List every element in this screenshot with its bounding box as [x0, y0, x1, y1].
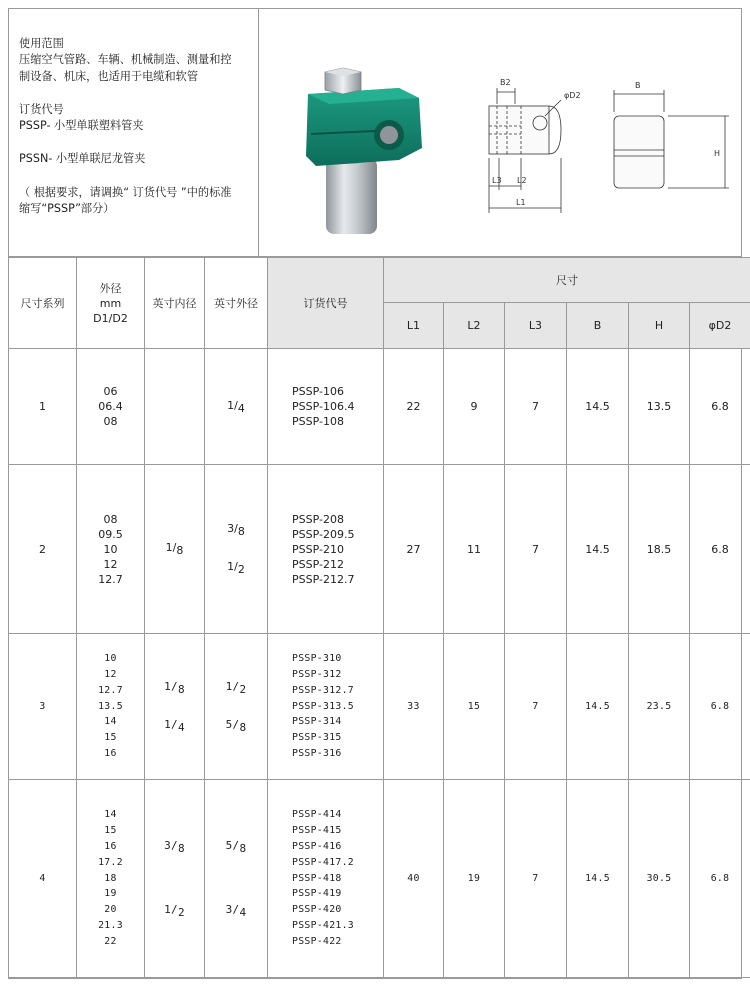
- header-dimensions: 尺寸: [384, 258, 750, 303]
- dim-b-cell: 14.5: [567, 780, 629, 978]
- dim-l1-cell: 33: [384, 634, 444, 780]
- header-inch-id: 英寸内径: [145, 258, 205, 349]
- order-code-cell-item: PSSP-210: [292, 542, 344, 556]
- inch-fraction: $1/_2$: [164, 902, 185, 919]
- table-body: [9, 349, 750, 978]
- dim-h-cell: 13.5: [629, 349, 690, 465]
- spec-table: [8, 257, 750, 978]
- fraction-numerator: 3: [164, 838, 172, 852]
- outer-diameter-cell-item: 08: [103, 512, 118, 526]
- fraction-numerator: 1: [227, 560, 235, 573]
- header-l1: L1: [384, 303, 444, 349]
- fraction-numerator: 3: [227, 522, 235, 535]
- fraction-denominator: 4: [239, 905, 247, 919]
- header-order-code: 订货代号: [268, 258, 384, 349]
- inch-fraction: $1/_2$: [227, 560, 245, 576]
- fraction-numerator: 1: [227, 398, 235, 412]
- fraction-denominator: 8: [177, 841, 185, 855]
- note-line-1: （ 根据要求，请调换“ 订货代号 ”中的标准: [19, 185, 232, 199]
- order-code-cell-item: PSSP-106: [292, 385, 344, 398]
- usage-line-1: 压缩空气管路、车辆、机械制造、测量和控: [19, 53, 232, 67]
- outer-diameter-cell-item: 22: [104, 936, 117, 948]
- order-code-cell-item: PSSP-209.5: [292, 527, 355, 541]
- order-code-cell-item: PSSP-315: [292, 732, 342, 744]
- order-code-cell-item: PSSP-416: [292, 840, 342, 852]
- outer-diameter-cell-item: 12: [103, 557, 118, 571]
- dim-h-cell: 30.5: [629, 780, 690, 978]
- usage-heading: 使用范围: [19, 37, 64, 50]
- usage-info: [8, 8, 259, 257]
- fraction-denominator: 8: [239, 720, 247, 734]
- fraction-denominator: 8: [176, 544, 184, 557]
- fraction-numerator: 1: [165, 541, 173, 554]
- table-row: [9, 634, 750, 780]
- header-series: 尺寸系列: [9, 258, 77, 349]
- fraction-numerator: 1: [164, 902, 172, 916]
- order-code-cell-item: PSSP-212: [292, 557, 344, 571]
- outer-diameter-cell-item: 14: [104, 716, 117, 728]
- fraction-denominator: 8: [239, 841, 247, 855]
- note-line-2: 缩写“PSSP”部分）: [19, 202, 115, 216]
- fraction-denominator: 4: [177, 720, 185, 734]
- header-od-line3: D1/D2: [93, 311, 128, 325]
- inch-id-cell: [145, 780, 205, 978]
- outer-diameter-cell-item: 20: [104, 904, 117, 916]
- dim-d2-cell: 6.8: [690, 634, 750, 780]
- order-code-cell-item: PSSP-414: [292, 808, 342, 820]
- inch-fraction: $1/_8$: [165, 541, 184, 557]
- header-inch-od: 英寸外径: [205, 258, 268, 349]
- order-code-cell: [268, 349, 384, 465]
- order-code-cell-item: PSSP-208: [292, 512, 344, 526]
- inch-id-cell: [145, 465, 205, 634]
- order-code-cell-item: PSSP-415: [292, 824, 342, 836]
- table-row: [9, 780, 750, 978]
- inch-fraction: $1/_4$: [164, 717, 185, 734]
- dim-l1-cell: 27: [384, 465, 444, 634]
- order-code-cell-item: PSSP-422: [292, 936, 342, 948]
- dim-d2-cell: 6.8: [690, 349, 750, 465]
- dim-h-cell: 23.5: [629, 634, 690, 780]
- order-code-cell-item: PSSP-418: [292, 872, 342, 884]
- header-od-line2: mm: [99, 296, 122, 310]
- order-code-cell-item: PSSP-316: [292, 748, 342, 760]
- dim-l1-cell: 22: [384, 349, 444, 465]
- fraction-numerator: 1: [225, 679, 233, 693]
- outer-diameter-cell-item: 06.4: [98, 400, 123, 413]
- fraction-denominator: 2: [177, 905, 185, 919]
- order-code-cell-item: PSSP-420: [292, 904, 342, 916]
- order-code-cell: [268, 780, 384, 978]
- dim-b-cell: 14.5: [567, 349, 629, 465]
- inch-fraction: $5/_8$: [225, 717, 247, 734]
- series-cell: 4: [9, 780, 77, 978]
- fraction-denominator: 2: [237, 563, 245, 576]
- usage-line-2: 制设备、机床，也适用于电缆和软管: [19, 69, 199, 83]
- dim-h-cell: 18.5: [629, 465, 690, 634]
- inch-od-cell: [205, 634, 268, 780]
- series-cell: 1: [9, 349, 77, 465]
- header-d2: φD2: [690, 303, 750, 349]
- outer-diameter-cell-item: 18: [104, 872, 117, 884]
- outer-diameter-cell-item: 21.3: [98, 920, 123, 932]
- order-code-cell-item: PSSP-212.7: [292, 572, 355, 586]
- fraction-numerator: 1: [164, 717, 172, 731]
- header-l2: L2: [444, 303, 505, 349]
- dim-l2-cell: 9: [444, 349, 505, 465]
- order-code-cell-item: PSSP-314: [292, 716, 342, 728]
- label-b: B: [635, 81, 641, 90]
- header-b: B: [567, 303, 629, 349]
- outer-diameter-cell-item: 16: [104, 748, 117, 760]
- outer-diameter-cell-item: 15: [104, 732, 117, 744]
- product-figures: [259, 8, 742, 257]
- order-code-cell-item: PSSP-312: [292, 668, 342, 680]
- header-l3: L3: [505, 303, 567, 349]
- outer-diameter-cell-item: 10: [104, 652, 117, 664]
- order-code-cell-item: PSSP-421.3: [292, 920, 354, 932]
- fraction-numerator: 5: [225, 717, 233, 731]
- order-code-cell-item: PSSP-106.4: [292, 400, 355, 413]
- label-b2: B2: [500, 78, 511, 87]
- label-l3: L3: [492, 176, 502, 185]
- fraction-denominator: 4: [237, 401, 245, 415]
- inch-fraction: $3/_4$: [225, 902, 247, 919]
- outer-diameter-cell-item: 12.7: [98, 684, 123, 696]
- outer-diameter-cell-item: 08: [103, 415, 118, 428]
- label-h: H: [714, 149, 721, 158]
- outer-diameter-cell-item: 06: [103, 385, 118, 398]
- outer-diameter-cell-item: 10: [103, 542, 118, 556]
- fraction-numerator: 1: [164, 679, 172, 693]
- outer-diameter-cell: [77, 634, 145, 780]
- outer-diameter-cell-item: 17.2: [98, 856, 123, 868]
- dim-l3-cell: 7: [505, 780, 567, 978]
- order-code-cell: [268, 465, 384, 634]
- outer-diameter-cell-item: 12: [104, 668, 117, 680]
- dim-b-cell: 14.5: [567, 465, 629, 634]
- clamp-photo: [306, 68, 422, 234]
- dim-d2-cell: 6.8: [690, 780, 750, 978]
- outer-diameter-cell-item: 16: [104, 840, 117, 852]
- order-code-cell: [268, 634, 384, 780]
- order-heading: 订货代号: [19, 102, 64, 116]
- outer-diameter-cell-item: 09.5: [98, 527, 123, 541]
- outer-diameter-cell-item: 13.5: [98, 700, 123, 712]
- series-cell: 3: [9, 634, 77, 780]
- inch-id-cell: [145, 349, 205, 465]
- outer-diameter-cell-item: 19: [104, 888, 117, 900]
- outer-diameter-cell: [77, 780, 145, 978]
- front-view-drawing: [614, 90, 729, 188]
- order-code-cell-item: PSSP-313.5: [292, 700, 354, 712]
- header-h: H: [629, 303, 690, 349]
- header-od-line1: 外径: [99, 281, 122, 295]
- inch-od-cell: [205, 465, 268, 634]
- pssp-description: PSSP- 小型单联塑料管夹: [19, 119, 144, 133]
- inch-fraction: $5/_8$: [225, 838, 247, 855]
- inch-od-cell: [205, 780, 268, 978]
- fraction-numerator: 5: [225, 838, 233, 852]
- dim-l2-cell: 15: [444, 634, 505, 780]
- outer-diameter-cell-item: 15: [104, 824, 117, 836]
- outer-diameter-cell: [77, 465, 145, 634]
- outer-diameter-cell-item: 14: [104, 808, 117, 820]
- inch-id-cell: [145, 634, 205, 780]
- fraction-numerator: 3: [225, 902, 233, 916]
- series-cell: 2: [9, 465, 77, 634]
- label-l1: L1: [516, 198, 526, 207]
- dim-l2-cell: 19: [444, 780, 505, 978]
- fraction-denominator: 8: [237, 525, 245, 538]
- fraction-denominator: 2: [239, 682, 247, 696]
- dim-l2-cell: 11: [444, 465, 505, 634]
- order-code-cell-item: PSSP-417.2: [292, 856, 354, 868]
- order-code-cell-item: PSSP-419: [292, 888, 342, 900]
- order-code-cell-item: PSSP-310: [292, 652, 342, 664]
- header-od: [77, 258, 145, 349]
- outer-diameter-cell: [77, 349, 145, 465]
- intro-section: [8, 8, 742, 257]
- dim-b-cell: 14.5: [567, 634, 629, 780]
- outer-diameter-cell-item: 12.7: [98, 572, 123, 586]
- inch-fraction: $1/_4$: [227, 398, 245, 415]
- dim-l3-cell: 7: [505, 465, 567, 634]
- table-row: [9, 465, 750, 634]
- inch-od-cell: [205, 349, 268, 465]
- dim-l1-cell: 40: [384, 780, 444, 978]
- inch-fraction: $1/_8$: [164, 679, 185, 696]
- label-l2: L2: [517, 176, 527, 185]
- order-code-cell-item: PSSP-312.7: [292, 684, 354, 696]
- pssn-description: PSSN- 小型单联尼龙管夹: [19, 152, 146, 166]
- dim-l3-cell: 7: [505, 349, 567, 465]
- label-phi-d2: φD2: [564, 91, 581, 100]
- inch-fraction: $1/_2$: [225, 679, 247, 696]
- dim-l3-cell: 7: [505, 634, 567, 780]
- dim-d2-cell: 6.8: [690, 465, 750, 634]
- inch-fraction: $3/_8$: [164, 838, 185, 855]
- table-row: [9, 349, 750, 465]
- side-view-drawing: [489, 88, 561, 213]
- fraction-denominator: 8: [177, 682, 185, 696]
- order-code-cell-item: PSSP-108: [292, 415, 344, 428]
- inch-fraction: $3/_8$: [227, 522, 245, 538]
